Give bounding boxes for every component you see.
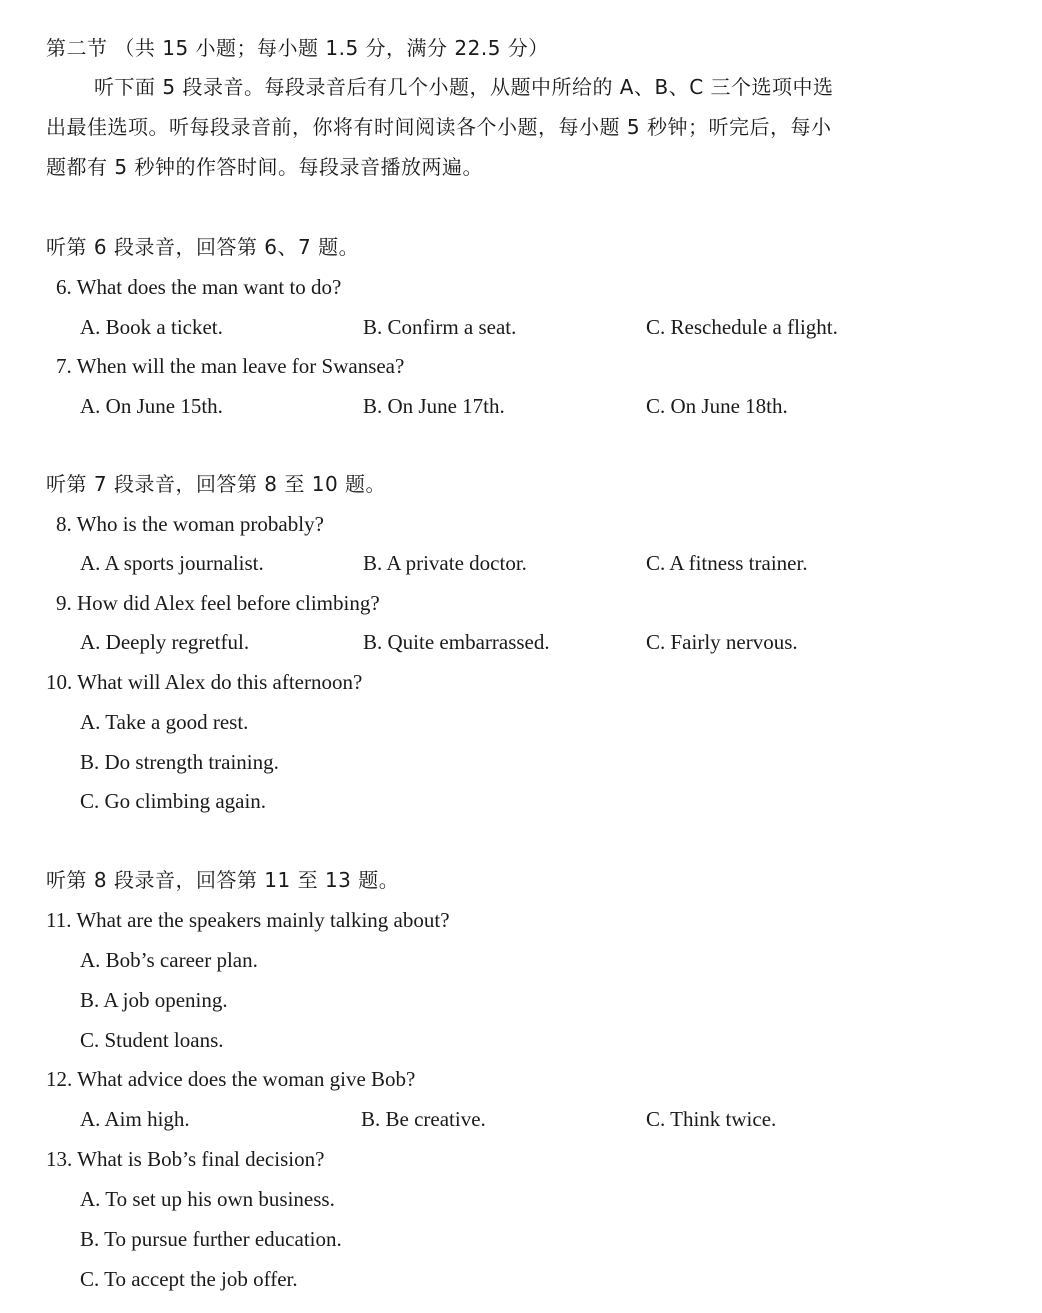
- question-9-option-a: A. Deeply regretful.: [80, 630, 250, 654]
- instruction-line-1: 听下面 5 段录音。每段录音后有几个小题，从题中所给的 A、B、C 三个选项中选: [94, 75, 834, 99]
- question-9-stem: 9. How did Alex feel before climbing?: [56, 591, 380, 615]
- question-8-option-c: C. A fitness trainer.: [646, 551, 808, 575]
- question-9-option-c: C. Fairly nervous.: [646, 630, 798, 654]
- question-7-option-b: B. On June 17th.: [363, 394, 505, 418]
- question-13-option-a: A. To set up his own business.: [80, 1187, 335, 1211]
- question-11-option-b: B. A job opening.: [80, 988, 228, 1012]
- question-13-option-b: B. To pursue further education.: [80, 1227, 342, 1251]
- question-10-stem: 10. What will Alex do this afternoon?: [46, 670, 363, 694]
- question-10-option-a: A. Take a good rest.: [80, 710, 249, 734]
- question-13-stem: 13. What is Bob’s final decision?: [46, 1147, 325, 1171]
- question-7-stem: 7. When will the man leave for Swansea?: [56, 354, 405, 378]
- question-8-option-a: A. A sports journalist.: [80, 551, 264, 575]
- question-12-option-b: B. Be creative.: [361, 1107, 486, 1131]
- instruction-line-3: 题都有 5 秒钟的作答时间。每段录音播放两遍。: [46, 155, 483, 179]
- question-10-option-b: B. Do strength training.: [80, 750, 279, 774]
- question-7-option-c: C. On June 18th.: [646, 394, 788, 418]
- question-11-option-c: C. Student loans.: [80, 1028, 224, 1052]
- group-intro-8: 听第 8 段录音，回答第 11 至 13 题。: [46, 868, 400, 892]
- question-10-option-c: C. Go climbing again.: [80, 789, 267, 813]
- question-13-option-c: C. To accept the job offer.: [80, 1267, 298, 1291]
- question-6-option-b: B. Confirm a seat.: [363, 315, 517, 339]
- question-9-option-b: B. Quite embarrassed.: [363, 630, 550, 654]
- section-heading: 第二节 （共 15 小题；每小题 1.5 分，满分 22.5 分）: [46, 36, 549, 60]
- question-6-option-c: C. Reschedule a flight.: [646, 315, 838, 339]
- question-7-option-a: A. On June 15th.: [80, 394, 223, 418]
- question-12-option-a: A. Aim high.: [80, 1107, 190, 1131]
- group-intro-7: 听第 7 段录音，回答第 8 至 10 题。: [46, 472, 387, 496]
- question-12-option-c: C. Think twice.: [646, 1107, 777, 1131]
- question-6-stem: 6. What does the man want to do?: [56, 275, 342, 299]
- instruction-line-2: 出最佳选项。听每段录音前，你将有时间阅读各个小题，每小题 5 秒钟；听完后，每小: [46, 115, 832, 139]
- question-8-option-b: B. A private doctor.: [363, 551, 527, 575]
- question-11-stem: 11. What are the speakers mainly talking about?: [46, 908, 450, 932]
- question-6-option-a: A. Book a ticket.: [80, 315, 223, 339]
- group-intro-6: 听第 6 段录音，回答第 6、7 题。: [46, 235, 360, 259]
- question-12-stem: 12. What advice does the woman give Bob?: [46, 1067, 416, 1091]
- question-11-option-a: A. Bob’s career plan.: [80, 948, 258, 972]
- question-8-stem: 8. Who is the woman probably?: [56, 512, 324, 536]
